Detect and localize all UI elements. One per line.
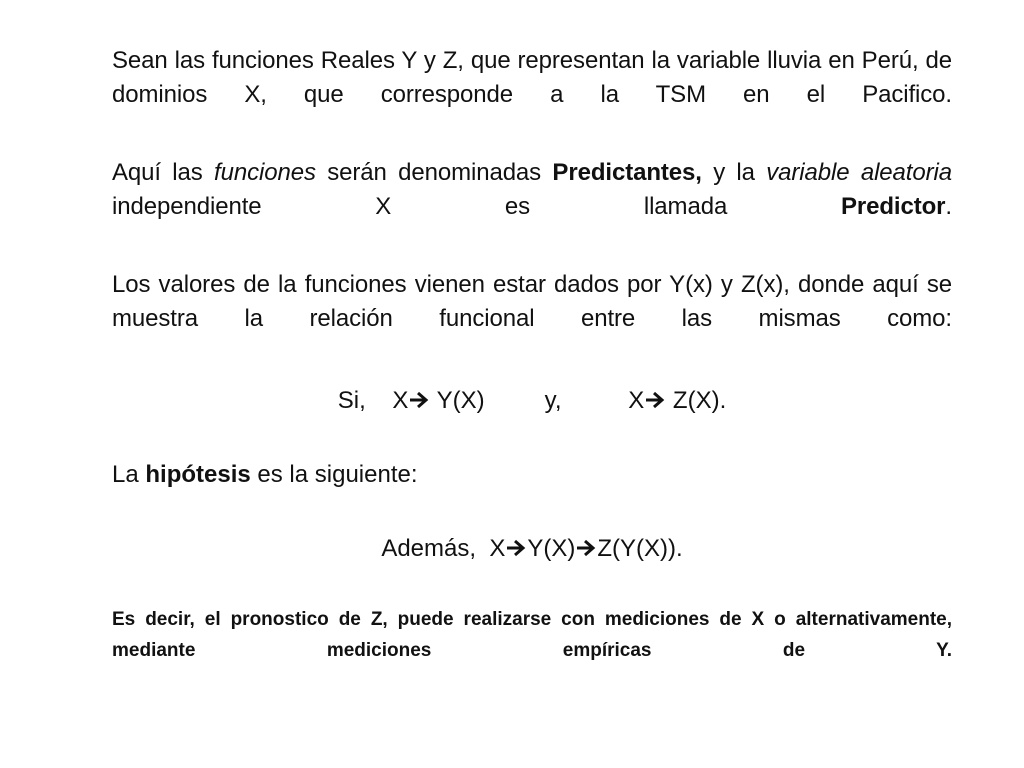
ademas-line xyxy=(112,532,952,566)
right-arrow-icon xyxy=(644,390,666,410)
conclusion-paragraph xyxy=(112,604,952,697)
paragraph-values-text: Los valores de la funciones vienen estar dados por Y(x) y Z(x), donde aquí se muestra la relación funcional entre las mismas como: xyxy=(112,271,952,332)
terms-text-3: y la xyxy=(701,159,767,186)
paragraph-definition xyxy=(112,44,952,145)
right-arrow-icon xyxy=(408,390,430,410)
terms-text-5: . xyxy=(945,192,952,220)
ademas-part-3: Z(Y(X)). xyxy=(597,535,683,562)
term-predictor: Predictor xyxy=(840,192,946,220)
relation-line xyxy=(112,384,952,418)
hypothesis-pre: La xyxy=(112,461,146,488)
term-funciones: funciones xyxy=(214,159,316,186)
hypothesis-line xyxy=(112,458,952,492)
term-predictantes: Predictantes, xyxy=(552,159,702,186)
terms-text-1: Aquí las xyxy=(112,159,215,186)
hypothesis-post: es la siguiente: xyxy=(250,461,418,488)
right-arrow-icon xyxy=(505,538,527,558)
ademas-part-1: Además, X xyxy=(381,535,506,562)
paragraph-values xyxy=(112,268,952,369)
relation-part-1: Si, X xyxy=(337,387,409,414)
paragraph-definition-text: Sean las funciones Reales Y y Z, que representan la variable lluvia en Perú, de dominios X, que corresponde a la TSM en el Pacifico. xyxy=(112,47,952,108)
relation-part-3: Z(X). xyxy=(666,387,727,414)
paragraph-terms xyxy=(112,156,952,257)
ademas-part-2: Y(X) xyxy=(527,535,576,562)
relation-part-2: Y(X) y, X xyxy=(430,387,645,414)
terms-text-2: serán denominadas xyxy=(315,159,553,186)
terms-text-4: independiente X es llamada xyxy=(112,192,841,220)
conclusion-text: Es decir, el pronostico de Z, puede realizarse con mediciones de X o alternativamente, mediante mediciones empíricas de Y. xyxy=(112,609,952,661)
term-variable-aleatoria: variable aleatoria xyxy=(766,159,952,186)
right-arrow-icon xyxy=(575,538,597,558)
hypothesis-bold: hipótesis xyxy=(145,461,251,488)
